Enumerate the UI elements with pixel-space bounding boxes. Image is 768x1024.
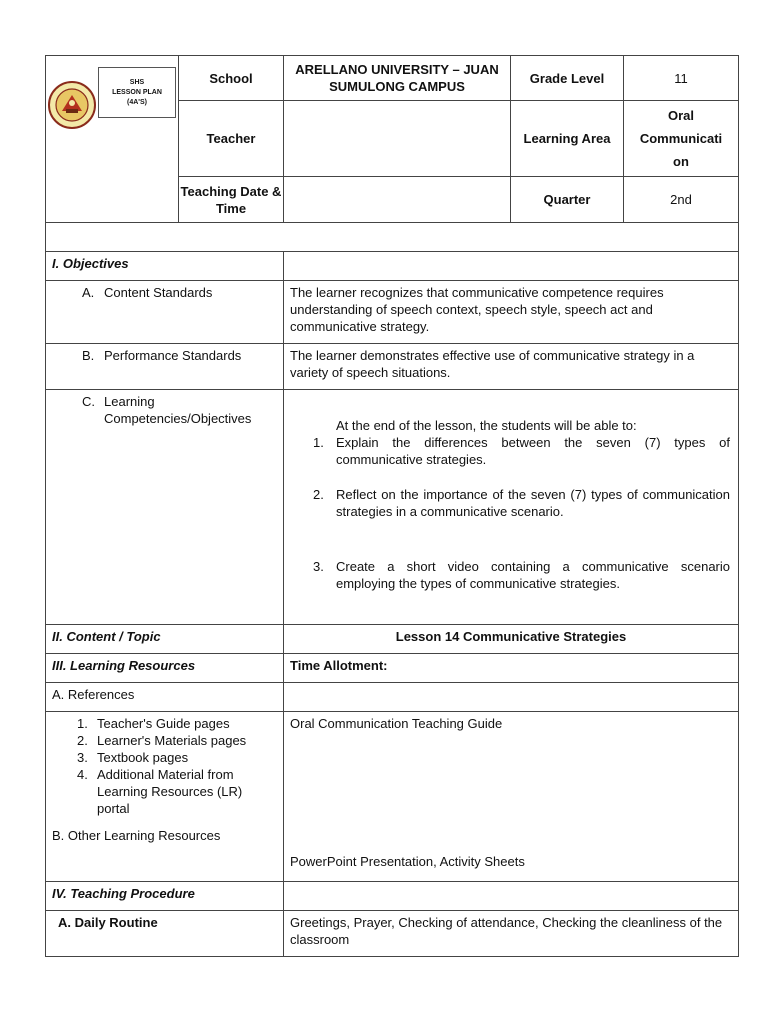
other-resources-text: PowerPoint Presentation, Activity Sheets (290, 854, 525, 869)
objective-number-3: 3. (313, 559, 324, 574)
grade-level-label: Grade Level (511, 56, 624, 101)
box-line-2: LESSON PLAN (112, 88, 162, 96)
references-value (284, 683, 739, 712)
reference-list (52, 715, 277, 817)
objective-text-2: Reflect on the importance of the seven (7) types of communication strategies in a communicative scenario. (336, 487, 730, 519)
competencies-content (284, 390, 739, 625)
content-standards-label (46, 281, 284, 344)
performance-standards-text: The learner demonstrates effective use of communicative strategy in a variety of speech situations. (284, 344, 739, 390)
reference-item-3 (52, 749, 277, 766)
box-line-1: SHS (129, 78, 145, 86)
competencies-intro: At the end of the lesson, the students will be able to: (336, 418, 637, 433)
teaching-date-label: Teaching Date & Time (179, 177, 284, 223)
daily-routine-label: A. Daily Routine (46, 911, 284, 957)
competencies-text-label: Learning Competencies/Objectives (104, 394, 252, 426)
reference-number-1: 1. (77, 716, 88, 731)
objectives-heading: I. Objectives (46, 252, 284, 281)
content-topic-value: Lesson 14 Communicative Strategies (284, 625, 739, 654)
reference-number-2: 2. (77, 733, 88, 748)
daily-routine-text: Greetings, Prayer, Checking of attendance, Checking the cleanliness of the classroom (284, 911, 739, 957)
reference-item-2 (52, 732, 277, 749)
quarter-value: 2nd (624, 177, 739, 223)
teaching-guide-text: Oral Communication Teaching Guide (290, 716, 503, 731)
learning-area-value-1: Oral (667, 108, 694, 123)
teaching-procedure-value (284, 882, 739, 911)
objective-number-2: 2. (313, 487, 324, 502)
learning-resources-heading: III. Learning Resources (46, 654, 284, 683)
reference-number-4: 4. (77, 767, 88, 782)
learning-area-value-2: Communicati (639, 131, 723, 146)
time-allotment-label: Time Allotment: (284, 654, 739, 683)
university-seal-icon (48, 81, 96, 129)
content-topic-heading: II. Content / Topic (46, 625, 284, 654)
references-label: A. References (46, 683, 284, 712)
teacher-label: Teacher (179, 101, 284, 177)
school-value: ARELLANO UNIVERSITY – JUAN SUMULONG CAMPUS (284, 56, 511, 101)
reference-text-4: Additional Material from Learning Resources (LR) portal (97, 767, 243, 816)
teaching-procedure-heading: IV. Teaching Procedure (46, 882, 284, 911)
lesson-plan-label-box (98, 67, 176, 118)
grade-level-value: 11 (624, 56, 739, 101)
competencies-label (46, 390, 284, 625)
other-resources-label: B. Other Learning Resources (52, 828, 221, 843)
reference-item-4 (52, 766, 277, 817)
logo-cell (46, 56, 179, 223)
objective-number-1: 1. (313, 435, 324, 450)
learning-area-value (624, 101, 739, 177)
lesson-plan-table (45, 55, 739, 957)
objectives-heading-right (284, 252, 739, 281)
objective-item-2 (313, 486, 730, 520)
teacher-value (284, 101, 511, 177)
reference-item-1 (52, 715, 277, 732)
content-standards-marker: A. (82, 285, 95, 300)
objective-item-3 (313, 558, 730, 592)
resources-values (284, 712, 739, 882)
objective-text-3: Create a short video containing a communicative scenario employing the types of communicative strategies. (336, 559, 730, 591)
reference-text-3: Textbook pages (97, 750, 189, 765)
reference-text-1: Teacher's Guide pages (97, 716, 230, 731)
quarter-label: Quarter (511, 177, 624, 223)
objective-item-1 (313, 434, 730, 468)
reference-list-cell (46, 712, 284, 882)
content-standards-text-label: Content Standards (104, 285, 213, 300)
objective-text-1: Explain the differences between the seven (7) types of communicative strategies. (336, 435, 730, 467)
reference-text-2: Learner's Materials pages (97, 733, 247, 748)
school-label: School (179, 56, 284, 101)
competencies-marker: C. (82, 394, 95, 409)
lesson-plan-page (45, 55, 738, 957)
box-line-3: (4A'S) (127, 98, 147, 106)
learning-area-value-3: on (673, 154, 689, 169)
teaching-date-value (284, 177, 511, 223)
learning-area-label: Learning Area (511, 101, 624, 177)
content-standards-text: The learner recognizes that communicative competence requires understanding of speech context, speech style, speech act and communicative strategy. (284, 281, 739, 344)
performance-standards-text-label: Performance Standards (104, 348, 242, 363)
performance-standards-marker: B. (82, 348, 95, 363)
reference-number-3: 3. (77, 750, 88, 765)
performance-standards-label (46, 344, 284, 390)
spacer-row (46, 223, 739, 252)
